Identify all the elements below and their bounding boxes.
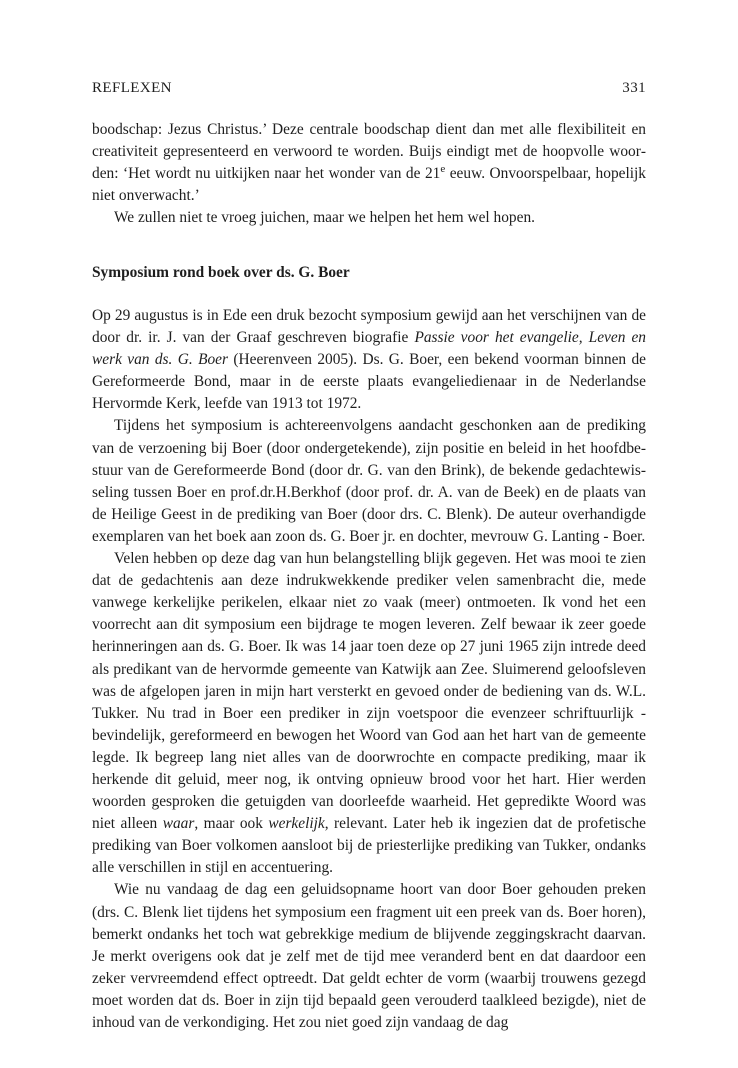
- section-heading: Symposium rond boek over ds. G. Boer: [92, 264, 350, 281]
- intro-paragraph-2: We zullen niet te vroeg juichen, maar we helpen het hem wel hopen.: [114, 209, 535, 227]
- running-header: [92, 78, 646, 98]
- body-paragraph-3: [92, 548, 646, 879]
- page-number: 331: [622, 80, 646, 96]
- running-title: REFLEXEN: [92, 80, 172, 96]
- p3-text-c: , relevant. Later heb ik ingezien dat de profetische prediking van Boer volkomen aansloot bij de priesterlijke prediking van Tukker, ondanks alle verschillen in stijl en accentuering.: [92, 815, 646, 877]
- intro-text-a: boodschap: Jezus Christus.’ Deze centrale boodschap dient dan met alle flexibiliteit en creativiteit gepresenteerd en verwoord te worden. Buijs eindigt met de hoopvolle woorden: ‘Het wordt nu uitkijken naar het wonder van de 21: [92, 121, 646, 183]
- body-paragraph-1: [92, 305, 646, 415]
- page: [92, 78, 646, 98]
- intro-paragraph-1: [92, 119, 646, 207]
- p3-emphasis-werkelijk: werkelijk: [268, 815, 325, 833]
- intro-block: [92, 119, 646, 229]
- p1-text-a: Op 29 augustus is in Ede een druk bezocht symposium gewijd aan het verschijnen van de door dr. ir. J. van der Graaf geschreven biografie: [92, 307, 646, 347]
- intro-text-b: eeuw. Onvoorspelbaar, hopelijk niet onverwacht.’: [92, 165, 646, 205]
- p3-text-a: Velen hebben op deze dag van hun belangstelling blijk gegeven. Het was mooi te zien dat de gedachtenis aan deze indrukwekkende prediker velen samenbracht die, mede vanwege kerkelijke perikelen, elkaar niet zo vaak (meer) ontmoeten. Ik vond het een voorrecht aan dit symposium een bijdrage te mogen leveren. Zelf bewaar ik zeer goede herinneringen aan ds. G. Boer. Ik was 14 jaar toen deze op 27 juni 1965 zijn intrede deed als predikant van de hervormde gemeente van Katwijk aan Zee. Sluimerend geloofsleven was de afgelopen jaren in mijn hart versterkt en gevoed onder de bediening van ds. W.L. Tukker. Nu trad in Boer een prediker in zijn voetspoor die evenzeer schriftuurlijk - bevindelijk, gereformeerd en bewogen het Woord van God aan het hart van de gemeente legde. Ik begreep lang niet alles van de doorwrochte en compacte prediking, maar ik herkende dit geluid, meer nog, ik ontving opnieuw brood voor het hart. Hier werden woorden gesproken die getuigden van doorleefde waarheid. Het gepredikte Woord was niet alleen: [92, 550, 646, 833]
- book-title: Passie voor het evangelie, Leven en werk van ds. G. Boer: [92, 329, 646, 369]
- p1-text-b: (Heerenveen 2005). Ds. G. Boer, een bekend voorman binnen de Gereformeerde Bond, maar in de eerste plaats evangeliedienaar in de Nederlandse Hervormde Kerk, leefde van 1913 tot 1972.: [92, 351, 646, 413]
- section-body: [92, 305, 646, 1034]
- p3-emphasis-waar: waar: [162, 815, 195, 833]
- section-heading-block: [92, 262, 646, 284]
- body-paragraph-4: Wie nu vandaag de dag een geluidsopname hoort van door Boer gehouden preken (drs. C. Blenk liet tijdens het symposium een fragment uit een preek van ds. Boer horen), bemerkt ondanks het toch wat gebrekkige medium de blijvende zeggingskracht daarvan. Je merkt overigens ook dat je zelf met de tijd mee veranderd bent en dat daardoor een zeker vervreemdend effect optreedt. Dat geldt echter de vorm (waarbij trouwens gezegd moet worden dat ds. Boer in zijn tijd bepaald geen verouderd taalkleed bezigde), niet de inhoud van de verkondiging. Het zou niet goed zijn vandaag de dag: [92, 881, 646, 1031]
- body-paragraph-2: Tijdens het symposium is achtereenvolgens aandacht geschonken aan de prediking van de verzoening bij Boer (door ondergetekende), zijn positie en beleid in het hoofdbestuur van de Gereformeerde Bond (door dr. G. van den Brink), de bekende gedachtewisseling tussen Boer en prof.dr.H.Berkhof (door prof. dr. A. van de Beek) en de plaats van de Heilige Geest in de prediking van Boer (door drs. C. Blenk). De auteur overhandigde exemplaren van het boek aan zoon ds. G. Boer jr. en dochter, mevrouw G. Lanting - Boer.: [92, 417, 646, 545]
- superscript: e: [440, 163, 446, 176]
- p3-text-b: , maar ook: [194, 815, 269, 833]
